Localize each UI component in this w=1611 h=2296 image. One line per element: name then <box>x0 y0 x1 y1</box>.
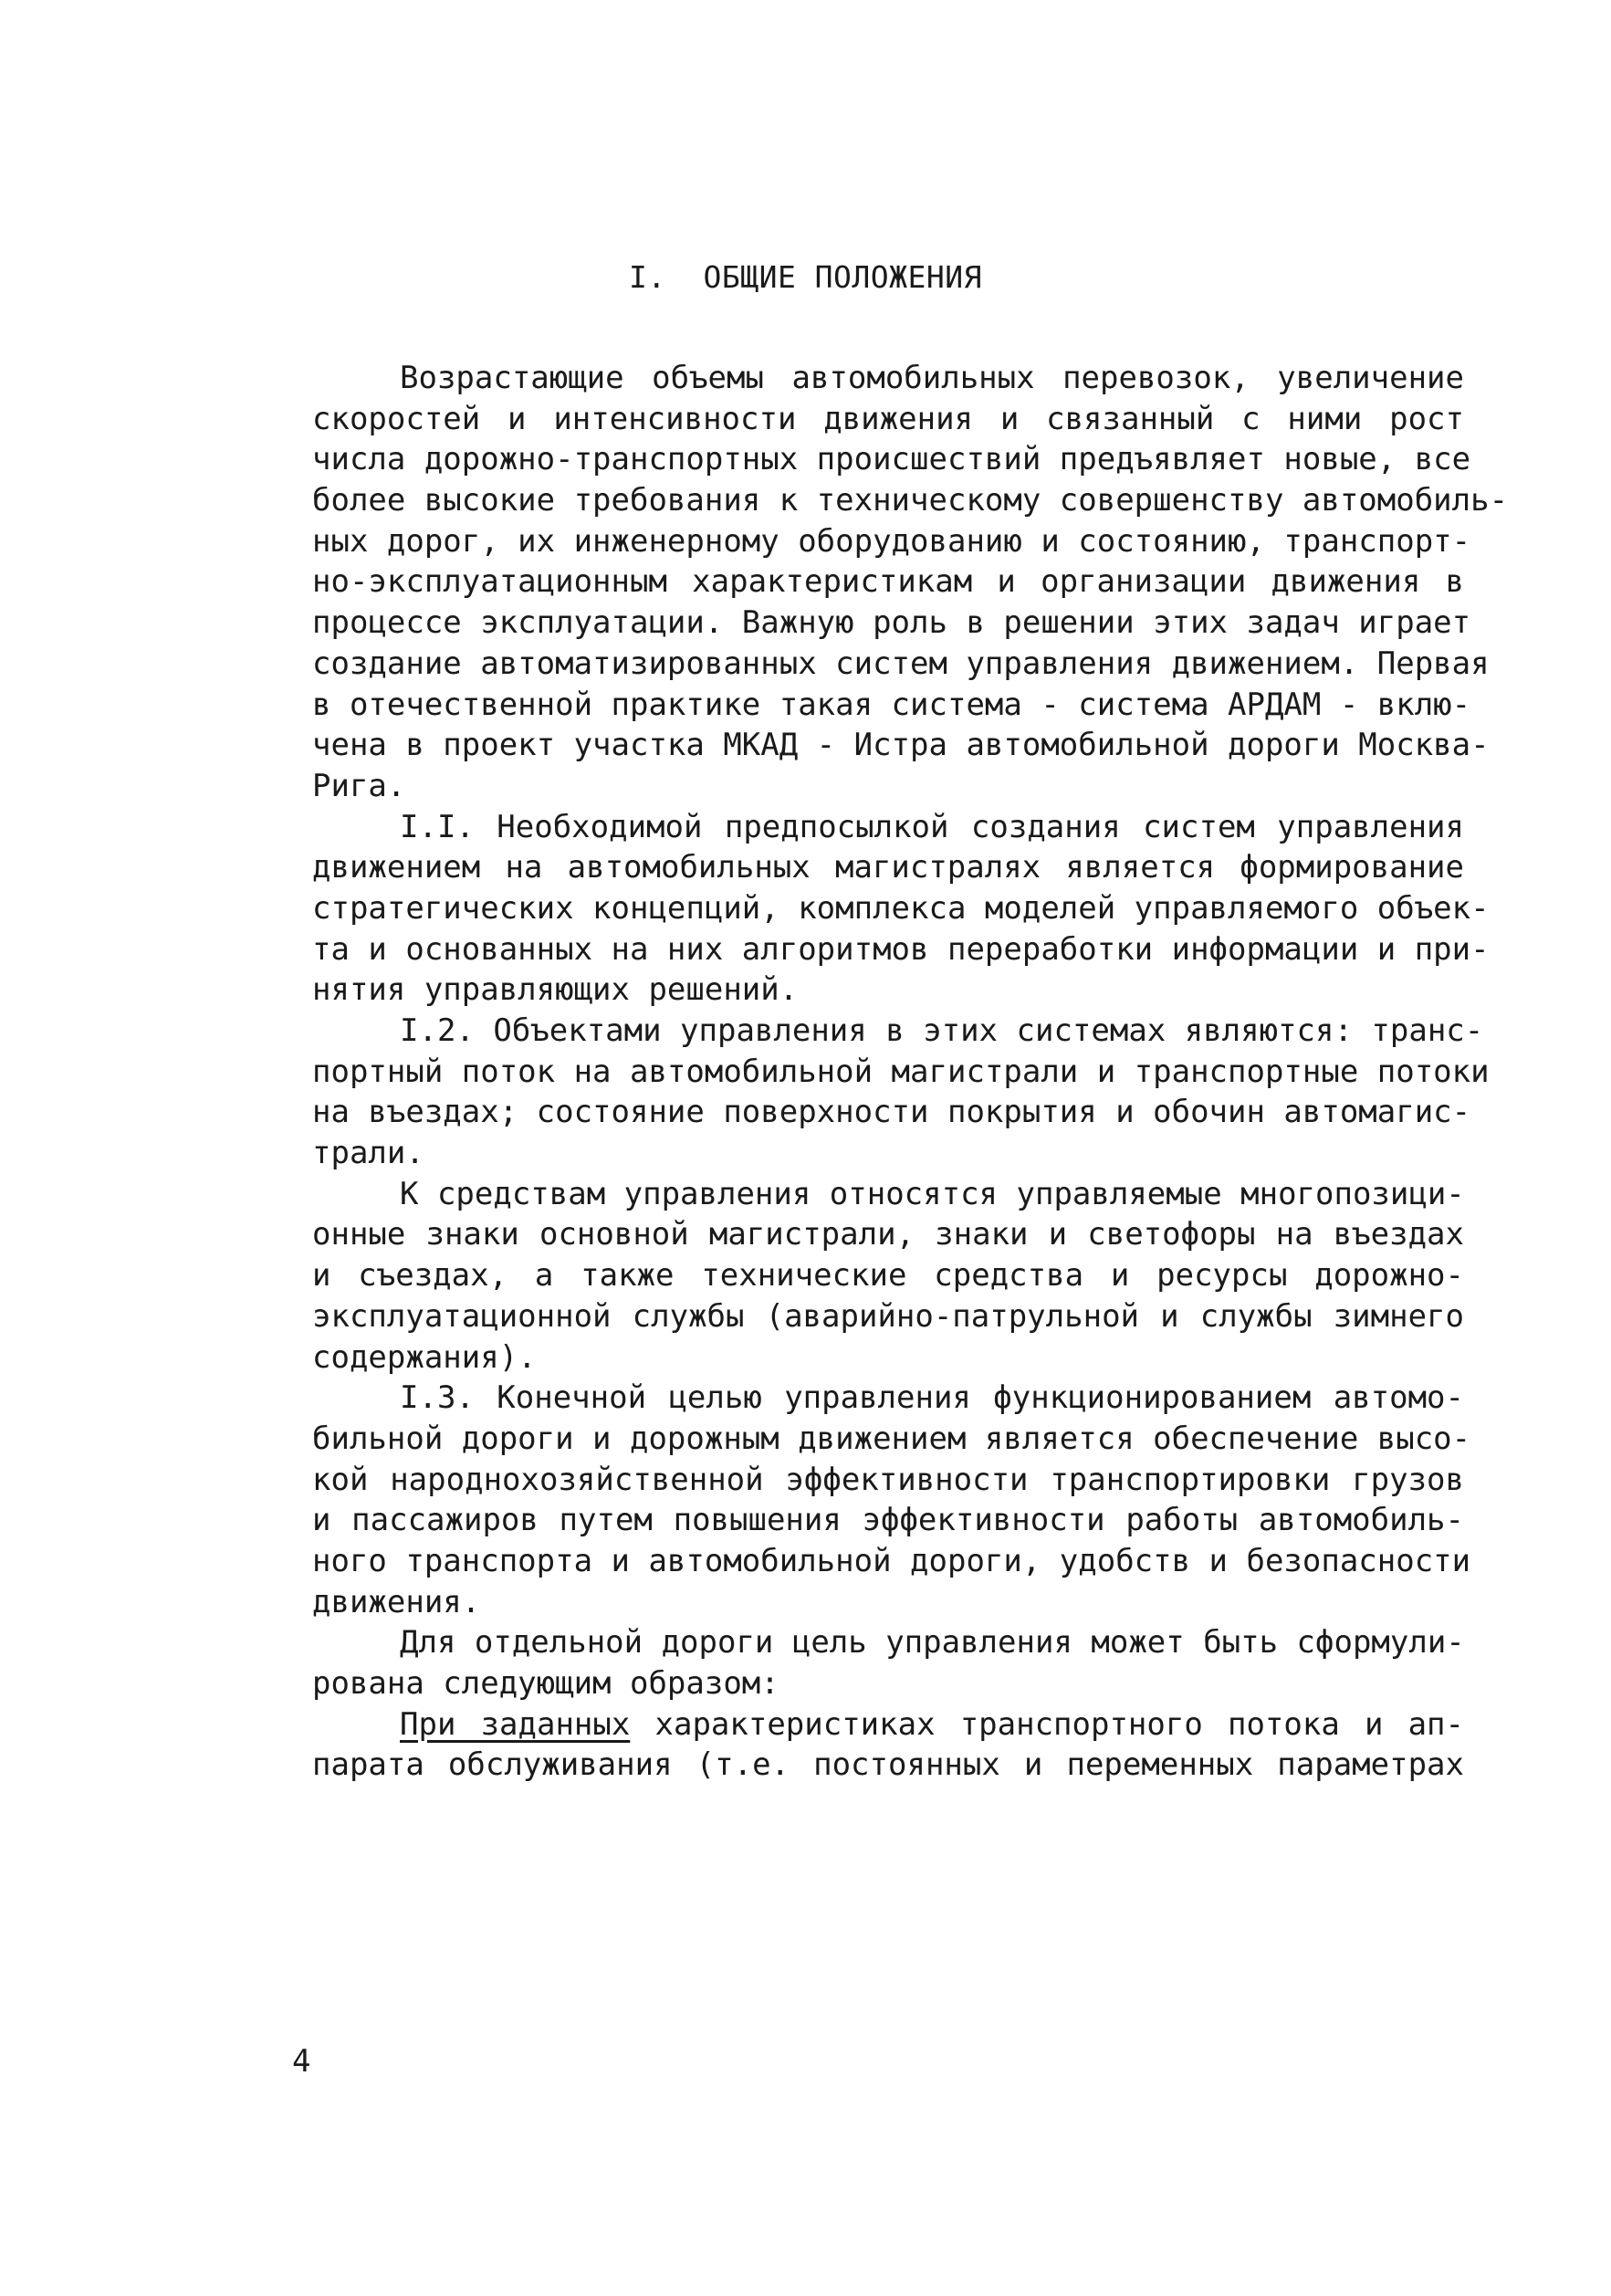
text-line: портный поток на автомобильной магистрали и транспортные потоки <box>312 1053 1490 1090</box>
text-line: процессе эксплуатации. Важную роль в решении этих задач играет <box>312 604 1471 642</box>
body-text <box>312 358 1509 1786</box>
text-line: нятия управляющих решений. <box>312 971 799 1009</box>
text-line: бильной дороги и дорожным движением является обеспечение высо- <box>312 1420 1471 1457</box>
text-line: Возрастающие объемы автомобильных перевозок, увеличение <box>400 360 1464 396</box>
text-line: скоростей и интенсивности движения и связанный с ними рост <box>312 400 1464 437</box>
text-line: числа дорожно-транспортных происшествий предъявляет новые, все <box>312 441 1471 478</box>
text-line: I.3. Конечной целью управления функционированием автомо- <box>400 1379 1464 1417</box>
text-line <box>312 1704 1464 1746</box>
text-line: Для отдельной дороги цель управления может быть сформули- <box>400 1624 1465 1662</box>
text-line: ного транспорта и автомобильной дороги, удобств и безопасности <box>312 1542 1471 1579</box>
text-line: парата обслуживания (т.е. постоянных и переменных параметрах <box>312 1746 1464 1784</box>
text-line: и съездах, а также технические средства и ресурсы дорожно- <box>312 1257 1464 1295</box>
text-line: кой народнохозяйственной эффективности транспортировки грузов <box>312 1461 1464 1498</box>
text-line: создание автоматизированных систем управления движением. Первая <box>312 645 1490 682</box>
text-line: но-эксплуатационным характеристикам и организации движения в <box>312 563 1464 601</box>
text-line: трали. <box>312 1135 424 1172</box>
text-line: движением на автомобильных магистралях является формирование <box>312 849 1464 886</box>
text-line: Рига. <box>312 767 406 804</box>
line-text: характеристиках транспортного потока и ап- <box>654 1705 1464 1743</box>
text-line: эксплуатационной службы (аварийно-патрульной и службы зимнего <box>312 1297 1464 1335</box>
text-line: та и основанных на них алгоритмов переработки информации и при- <box>312 930 1490 968</box>
text-line: стратегических концепций, комплекса моделей управляемого объек- <box>312 889 1490 927</box>
text-line: онные знаки основной магистрали, знаки и светофоры на въездах <box>312 1216 1464 1253</box>
text-line: I.I. Необходимой предпосылкой создания систем управления <box>400 808 1464 845</box>
text-line: и пассажиров путем повышения эффективности работы автомобиль- <box>312 1502 1464 1539</box>
text-line: на въездах; состояние поверхности покрытия и обочин автомагис- <box>312 1094 1471 1131</box>
text-line: в отечественной практике такая система - система АРДАМ - вклю- <box>312 686 1471 723</box>
text-line: чена в проект участка МКАД - Истра автомобильной дороги Москва- <box>312 727 1490 764</box>
underlined-phrase: При заданных <box>400 1705 631 1743</box>
text-line: движения. <box>312 1583 481 1620</box>
text-line: К средствам управления относятся управляемые многопозици- <box>400 1175 1465 1212</box>
text-line: более высокие требования к техническому совершенству автомобиль- <box>312 482 1509 519</box>
text-line: рована следующим образом: <box>312 1665 779 1702</box>
text-line: ных дорог, их инженерному оборудованию и состоянию, транспорт- <box>312 522 1471 560</box>
section-heading: I. ОБЩИЕ ПОЛОЖЕНИЯ <box>629 259 982 295</box>
text-line: I.2. Объектами управления в этих системах являются: транс- <box>400 1012 1484 1049</box>
page-number: 4 <box>292 2043 311 2080</box>
text-line: содержания). <box>312 1338 537 1376</box>
